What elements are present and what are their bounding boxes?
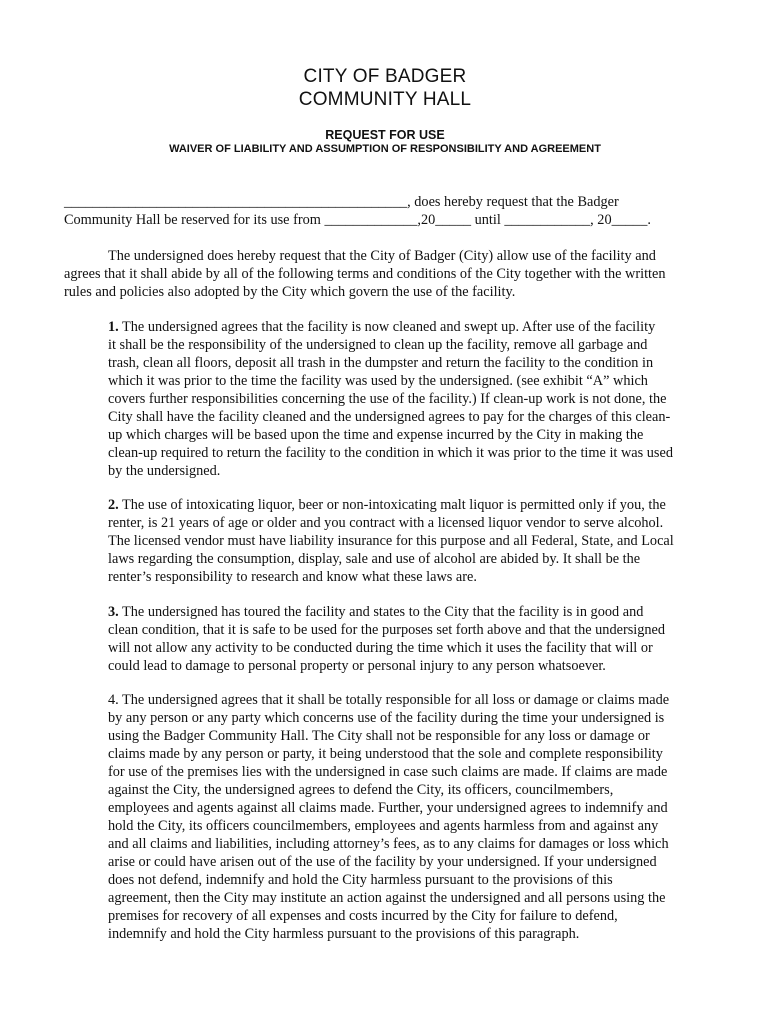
document-subtitle: REQUEST FOR USE [325, 128, 445, 142]
paragraph-line: hold the City, its officers councilmembers, employees and agents harmless from and against any [108, 818, 659, 834]
reservation-request [64, 193, 714, 229]
paragraph-line: arise or could have arisen out of the use of the facility by your undersigned. If your undersigned [108, 854, 657, 870]
paragraph-line: clean condition, that it is safe to be used for the purposes set forth above and that the undersigned [108, 622, 666, 638]
item-text: The undersigned has toured the facility and states to the City that the facility is in good and [118, 604, 644, 620]
paragraph-line: rules and policies also adopted by the City which govern the use of the facility. [64, 284, 516, 300]
paragraph-line: against the City, the undersigned agrees to defend the City, its officers, councilmembers, [108, 782, 614, 798]
paragraph-line: The licensed vendor must have liability insurance for this purpose and all Federal, State, and Local [108, 533, 674, 549]
paragraph-line: trash, clean all floors, deposit all trash in the dumpster and return the facility to the condition in [108, 355, 654, 371]
item-number: 4. [108, 692, 119, 708]
term-item-1 [108, 318, 714, 480]
paragraph-line: by any person or any party which concerns use of the facility during the time your undersigned is [108, 710, 665, 726]
item-text: The undersigned agrees that it shall be totally responsible for all loss or damage or claims made [118, 692, 670, 708]
paragraph-line: City shall have the facility cleaned and the undersigned agrees to pay for the charges of this clean- [108, 409, 671, 425]
paragraph-line: agreement, then the City may institute an action against the undersigned and all persons using the [108, 890, 666, 906]
paragraph-line: by the undersigned. [108, 463, 221, 479]
item-text: The use of intoxicating liquor, beer or non-intoxicating malt liquor is permitted only if you, the [118, 497, 666, 513]
paragraph-line: and all claims and liabilities, including attorney’s fees, as to any claims for damages or loss which [108, 836, 669, 852]
document-subheading: WAIVER OF LIABILITY AND ASSUMPTION OF RESPONSIBILITY AND AGREEMENT [169, 143, 601, 155]
paragraph-line: laws regarding the consumption, display, sale and use of alcohol are abided by. It shall be the [108, 551, 641, 567]
document-title-line2: COMMUNITY HALL [298, 89, 472, 110]
paragraph-line: using the Badger Community Hall. The City shall not be responsible for any loss or damage or [108, 728, 650, 744]
paragraph-line: does not defend, indemnify and hold the City harmless pursuant to the provisions of this [108, 872, 613, 888]
request-line: ________________________________________________, does hereby request that the Badger [64, 194, 619, 210]
paragraph-line: which it was prior to the time the facility was used by the undersigned. (see exhibit “A” which [108, 373, 648, 389]
paragraph-line [108, 691, 714, 709]
term-item-3 [108, 603, 714, 675]
paragraph-line: renter, is 21 years of age or older and you contract with a licensed liquor vendor to serve alcohol. [108, 515, 664, 531]
document-title-line1: CITY OF BADGER [303, 66, 467, 87]
paragraph-line: it shall be the responsibility of the undersigned to clean up the facility, remove all garbage and [108, 337, 648, 353]
item-number: 3. [108, 604, 119, 620]
paragraph-line: premises for recovery of all expenses and costs incurred by the City for failure to defend, [108, 908, 618, 924]
paragraph-line: could lead to damage to personal property or personal injury to any person whatsoever. [108, 658, 606, 674]
term-item-4 [108, 691, 714, 943]
paragraph-line: claims made by any person or party, it being understood that the sole and complete responsibility [108, 746, 663, 762]
paragraph-line: up which charges will be based upon the time and expense incurred by the City in making the [108, 427, 644, 443]
item-number: 2. [108, 497, 119, 513]
paragraph-line: indemnify and hold the City harmless pursuant to the provisions of this paragraph. [108, 926, 580, 942]
paragraph-line [108, 496, 714, 514]
item-number: 1. [108, 319, 119, 335]
paragraph-line: employees and agents against all claims made. Further, your undersigned agrees to indemnify and [108, 800, 668, 816]
paragraph-line: will not allow any activity to be conducted during the time which it uses the facility that will or [108, 640, 653, 656]
paragraph-line [108, 318, 714, 336]
request-line: Community Hall be reserved for its use from _____________,20_____ until ____________, 20_____. [64, 212, 651, 228]
paragraph-line: covers further responsibilities concerning the use of the facility.) If clean-up work is not done, the [108, 391, 667, 407]
intro-paragraph [64, 247, 714, 301]
paragraph-line: clean-up required to return the facility to the condition in which it was prior to the time it was used [108, 445, 673, 461]
paragraph-line [108, 603, 714, 621]
item-text: The undersigned agrees that the facility is now cleaned and swept up. After use of the facility [118, 319, 656, 335]
paragraph-line: The undersigned does hereby request that the City of Badger (City) allow use of the facility and [108, 248, 656, 264]
paragraph-line: renter’s responsibility to research and know what these laws are. [108, 569, 477, 585]
term-item-2 [108, 496, 714, 586]
paragraph-line: agrees that it shall abide by all of the following terms and conditions of the City together with the written [64, 266, 666, 282]
paragraph-line: for use of the premises lies with the undersigned in case such claims are made. If claims are made [108, 764, 668, 780]
